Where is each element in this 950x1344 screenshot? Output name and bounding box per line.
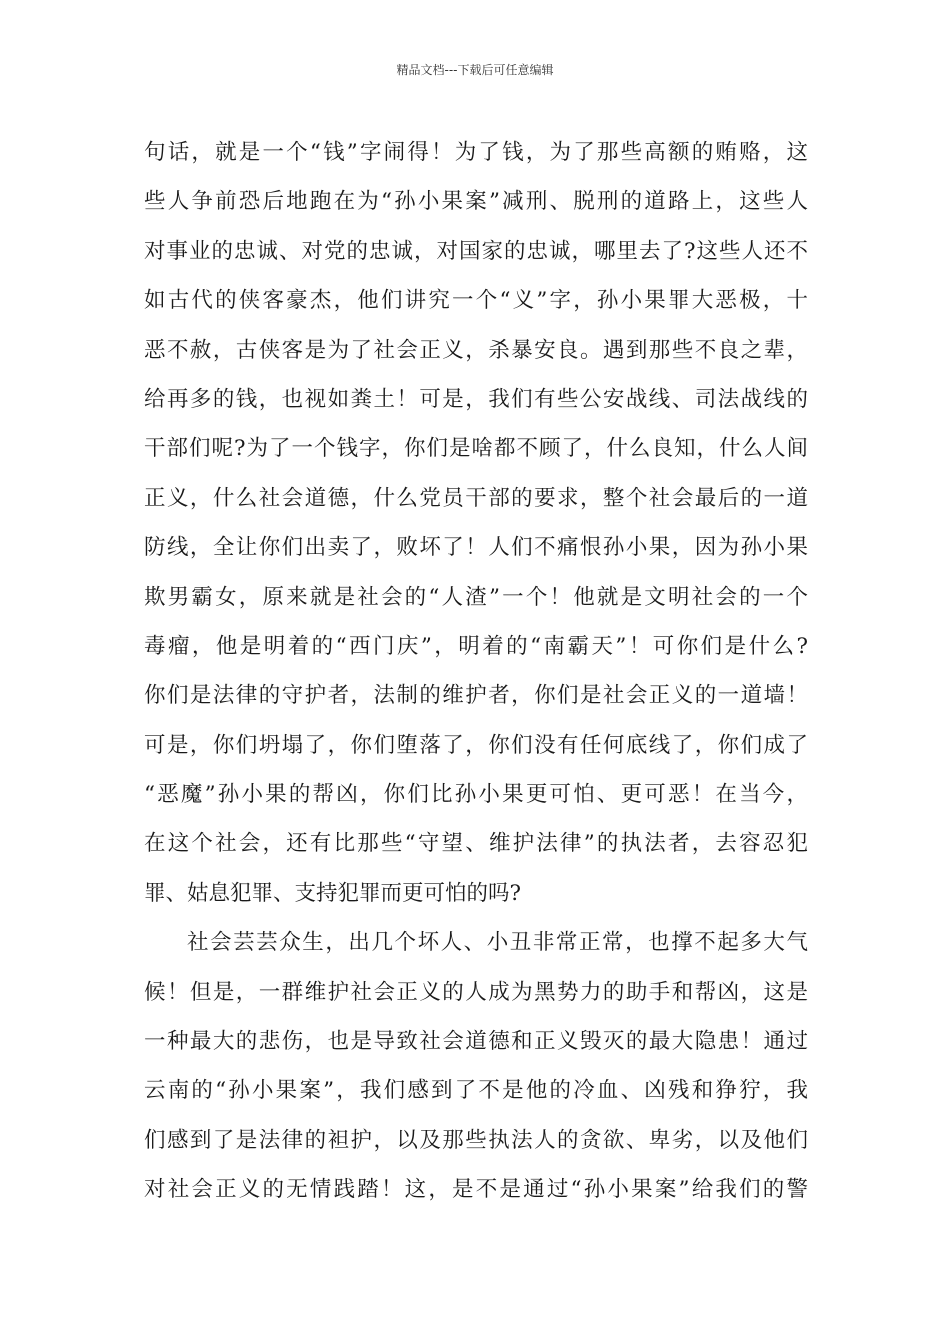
text-line: 欺男霸女，原来就是社会的“人渣”一个！他就是文明社会的一个	[144, 584, 808, 610]
text-line: 防线，全让你们出卖了，败坏了！人们不痛恨孙小果，因为孙小果	[144, 535, 808, 561]
text-line: 正义，什么社会道德，什么党员干部的要求，整个社会最后的一道	[144, 485, 808, 511]
text-line: 恶不赦，古侠客是为了社会正义，杀暴安良。遇到那些不良之辈，	[144, 337, 808, 363]
paragraph-last-line: 罪、姑息犯罪、支持犯罪而更可怕的吗?	[144, 880, 522, 906]
text-line: 句话，就是一个“钱”字闹得！为了钱，为了那些高额的贿赂，这	[144, 140, 808, 165]
document-body	[144, 128, 808, 1215]
text-line: 候！但是，一群维护社会正义的人成为黑势力的助手和帮凶，这是	[144, 979, 808, 1005]
text-line: 们感到了是法律的袒护，以及那些执法人的贪欲、卑劣，以及他们	[144, 1127, 808, 1153]
text-line: 干部们呢?为了一个钱字，你们是啥都不顾了，什么良知，什么人间	[144, 436, 808, 462]
text-line: 云南的“孙小果案”，我们感到了不是他的冷血、凶残和狰狞，我	[144, 1078, 808, 1104]
text-line: 在这个社会，还有比那些“守望、维护法律”的执法者，去容忍犯	[144, 831, 808, 857]
text-line: 给再多的钱，也视如粪土！可是，我们有些公安战线、司法战线的	[144, 386, 808, 412]
text-line: 你们是法律的守护者，法制的维护者，你们是社会正义的一道墙！	[144, 683, 808, 709]
page-header: 精品文档---下载后可任意编辑	[396, 63, 554, 77]
text-line: 对事业的忠诚、对党的忠诚，对国家的忠诚，哪里去了?这些人还不	[144, 238, 808, 264]
text-line: 如古代的侠客豪杰，他们讲究一个“义”字，孙小果罪大恶极，十	[144, 288, 808, 314]
text-line: 对社会正义的无情践踏！这，是不是通过“孙小果案”给我们的警	[144, 1177, 808, 1203]
text-line: 些人争前恐后地跑在为“孙小果案”减刑、脱刑的道路上，这些人	[144, 189, 808, 215]
text-line: 可是，你们坍塌了，你们堕落了，你们没有任何底线了，你们成了	[144, 732, 808, 758]
text-line: 一种最大的悲伤，也是导致社会道德和正义毁灭的最大隐患！通过	[144, 1029, 808, 1055]
text-line: “恶魔”孙小果的帮凶，你们比孙小果更可怕、更可恶！在当今，	[144, 782, 808, 808]
paragraph-first-line: 社会芸芸众生，出几个坏人、小丑非常正常，也撑不起多大气	[187, 930, 808, 956]
text-line: 毒瘤，他是明着的“西门庆”，明着的“南霸天”！可你们是什么?	[144, 633, 808, 659]
